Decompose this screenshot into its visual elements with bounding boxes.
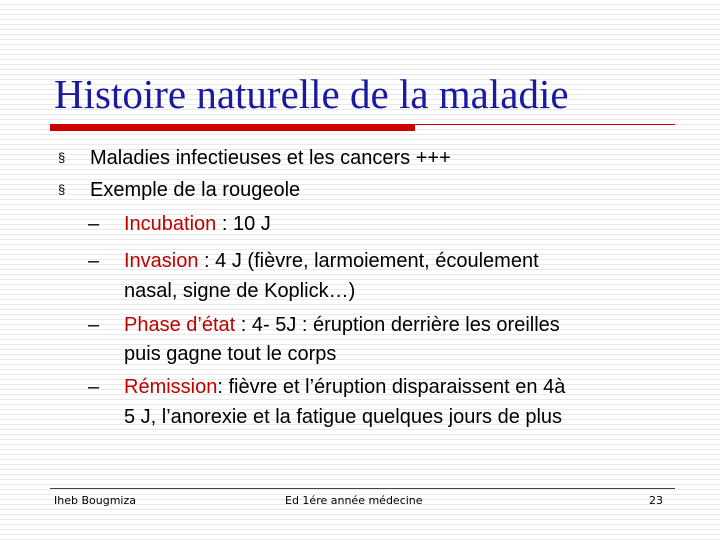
sub-bullet-text: : 10 J <box>216 213 271 235</box>
slide-title: Histoire naturelle de la maladie <box>54 71 569 117</box>
sub-bullet-term: Rémission <box>124 376 218 398</box>
title-underline-thin <box>415 124 675 125</box>
sub-bullet-text: puis gagne tout le corps <box>124 343 337 365</box>
sub-bullet-term: Incubation <box>124 213 217 235</box>
footer-author: Iheb Bougmiza <box>54 494 136 507</box>
bullet-text: Exemple de la rougeole <box>90 179 301 201</box>
sub-bullet-term: Phase d’état <box>124 314 236 336</box>
dash-bullet-icon: – <box>88 213 100 235</box>
sub-bullet-term: Invasion <box>124 250 199 272</box>
title-underline-thick <box>50 124 415 131</box>
bullet-text: Maladies infectieuses et les cancers +++ <box>90 147 451 169</box>
square-bullet-icon: § <box>58 182 66 197</box>
sub-bullet-text: : 4- 5J : éruption derrière les oreilles <box>235 314 560 336</box>
sub-bullet-text: nasal, signe de Koplick…) <box>124 280 356 302</box>
sub-bullet-text: 5 J, l’anorexie et la fatigue quelques jours de plus <box>124 406 563 428</box>
sub-bullet-text: : fièvre et l’éruption disparaissent en 4à <box>217 376 566 398</box>
footer-course: Ed 1ére année médecine <box>285 494 423 507</box>
sub-bullet-text: : 4 J (fièvre, larmoiement, écoulement <box>198 250 539 272</box>
dash-bullet-icon: – <box>88 314 100 336</box>
page-number: 23 <box>649 494 663 507</box>
dash-bullet-icon: – <box>88 250 100 272</box>
square-bullet-icon: § <box>58 150 66 165</box>
footer-divider <box>50 488 675 489</box>
dash-bullet-icon: – <box>88 376 100 398</box>
